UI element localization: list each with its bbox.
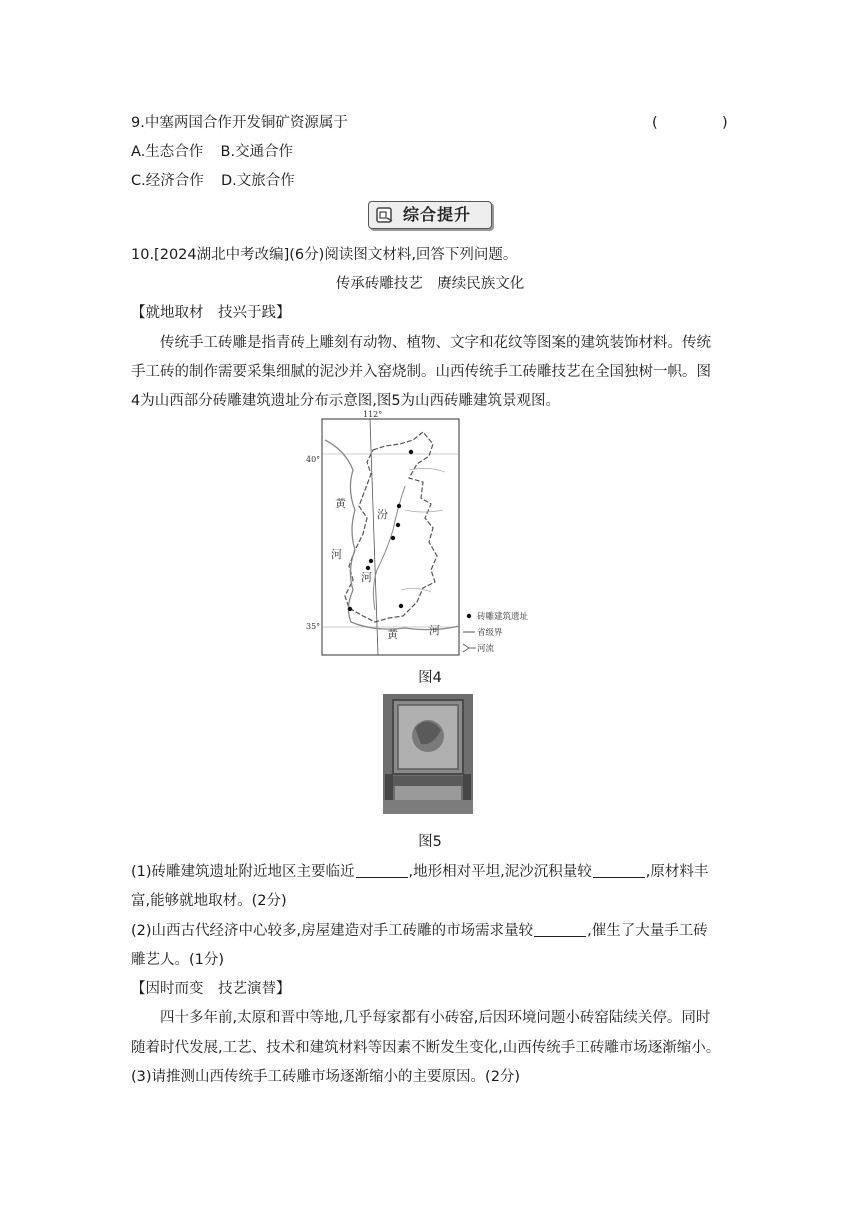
question-9-options-row-1	[131, 142, 293, 162]
paragraph-1-line-2: 手工砖的制作需要采集细腻的泥沙并入窑烧制。山西传统手工砖雕技艺在全国独树一帜。图	[131, 364, 711, 380]
map-label-huang-2: 黄	[387, 628, 398, 641]
section-heading-2: 【因时而变 技艺演替】	[131, 981, 291, 997]
legend-river: 河流	[477, 644, 495, 654]
sub-question-1-line-2: 富,能够就地取材。(2分)	[131, 893, 287, 909]
map-label-huang: 黄	[335, 497, 346, 510]
figure-4-caption: 图4	[418, 670, 442, 686]
option-a-text: 生态合作	[145, 144, 204, 160]
book-icon	[375, 206, 395, 224]
sub-question-1-text-c: ,原材料丰	[645, 864, 709, 880]
map-label-he: 河	[331, 548, 342, 561]
option-d-letter: D.	[220, 173, 237, 189]
sub-question-1-text-a: (1)砖雕建筑遗址附近地区主要临近	[131, 864, 355, 880]
sub-question-1-text-b: ,地形相对平坦,泥沙沉积量较	[408, 864, 592, 880]
answer-paren-open: (	[652, 115, 658, 131]
option-c-letter: C.	[131, 173, 146, 189]
option-b-text: 交通合作	[235, 144, 294, 160]
material-title: 传承砖雕技艺 赓续民族文化	[335, 276, 525, 292]
legend-sites: 砖雕建筑遗址	[477, 612, 529, 622]
site-dot	[399, 604, 403, 608]
paragraph-1-line-3: 4为山西部分砖雕建筑遗址分布示意图,图5为山西砖雕建筑景观图。	[131, 393, 561, 409]
dot-icon	[467, 614, 471, 618]
question-9-stem: 9.中塞两国合作开发铜矿资源属于	[131, 115, 348, 131]
site-dot	[369, 559, 373, 563]
shanxi-brick-carving-map	[305, 410, 555, 660]
option-b-letter: B.	[220, 144, 236, 160]
section-heading-1: 【就地取材 技兴于践】	[131, 305, 291, 321]
question-9-options-row-2	[131, 171, 295, 191]
site-dot	[396, 523, 400, 527]
sub-question-2-text-a: (2)山西古代经济中心较多,房屋建造对手工砖雕的市场需求量较	[131, 923, 534, 939]
site-dot	[409, 450, 413, 454]
site-dot	[348, 607, 352, 611]
legend-boundary: 省级界	[477, 628, 503, 638]
sub-question-1-line-1	[131, 862, 708, 882]
site-dot	[391, 536, 395, 540]
lat-label-35: 35°	[306, 622, 321, 631]
paragraph-1-line-1: 传统手工砖雕是指青砖上雕刻有动物、植物、文字和花纹等图案的建筑装饰材料。传统	[160, 335, 711, 351]
map-label-fen: 汾	[377, 508, 388, 521]
sub-question-3: (3)请推测山西传统手工砖雕市场逐渐缩小的主要原因。(2分)	[131, 1069, 521, 1085]
section-banner	[368, 201, 492, 229]
lon-label: 112°	[363, 410, 383, 419]
option-c-text: 经济合作	[145, 173, 204, 189]
figure-5-caption: 图5	[418, 834, 442, 850]
answer-paren-close: )	[722, 115, 728, 131]
question-10-header: 10.[2024湖北中考改编](6分)阅读图文材料,回答下列问题。	[131, 247, 518, 263]
option-d-text: 文旅合作	[236, 173, 295, 189]
river-icon	[463, 644, 476, 652]
answer-blank[interactable]	[593, 863, 645, 878]
answer-blank[interactable]	[534, 922, 586, 937]
site-dot	[366, 566, 370, 570]
map-label-he-2: 河	[361, 571, 372, 584]
option-a-letter: A.	[131, 144, 146, 160]
lat-label-40: 40°	[306, 455, 321, 464]
sub-question-2-line-2: 雕艺人。(1分)	[131, 952, 225, 968]
sub-question-2-text-b: ,催生了大量手工砖	[587, 923, 708, 939]
paragraph-2-line-2: 随着时代发展,工艺、技术和建筑材料等因素不断发生变化,山西传统手工砖雕市场逐渐缩小。	[131, 1040, 721, 1056]
section-banner-label: 综合提升	[403, 205, 472, 224]
site-dot	[397, 504, 401, 508]
paragraph-2-line-1: 四十多年前,太原和晋中等地,几乎每家都有小砖窑,后因环境问题小砖窑陆续关停。同时	[160, 1010, 711, 1026]
map-label-he-3: 河	[429, 624, 440, 637]
brick-carving-photo	[383, 694, 473, 814]
answer-blank[interactable]	[356, 863, 408, 878]
sub-question-2-line-1	[131, 921, 708, 941]
